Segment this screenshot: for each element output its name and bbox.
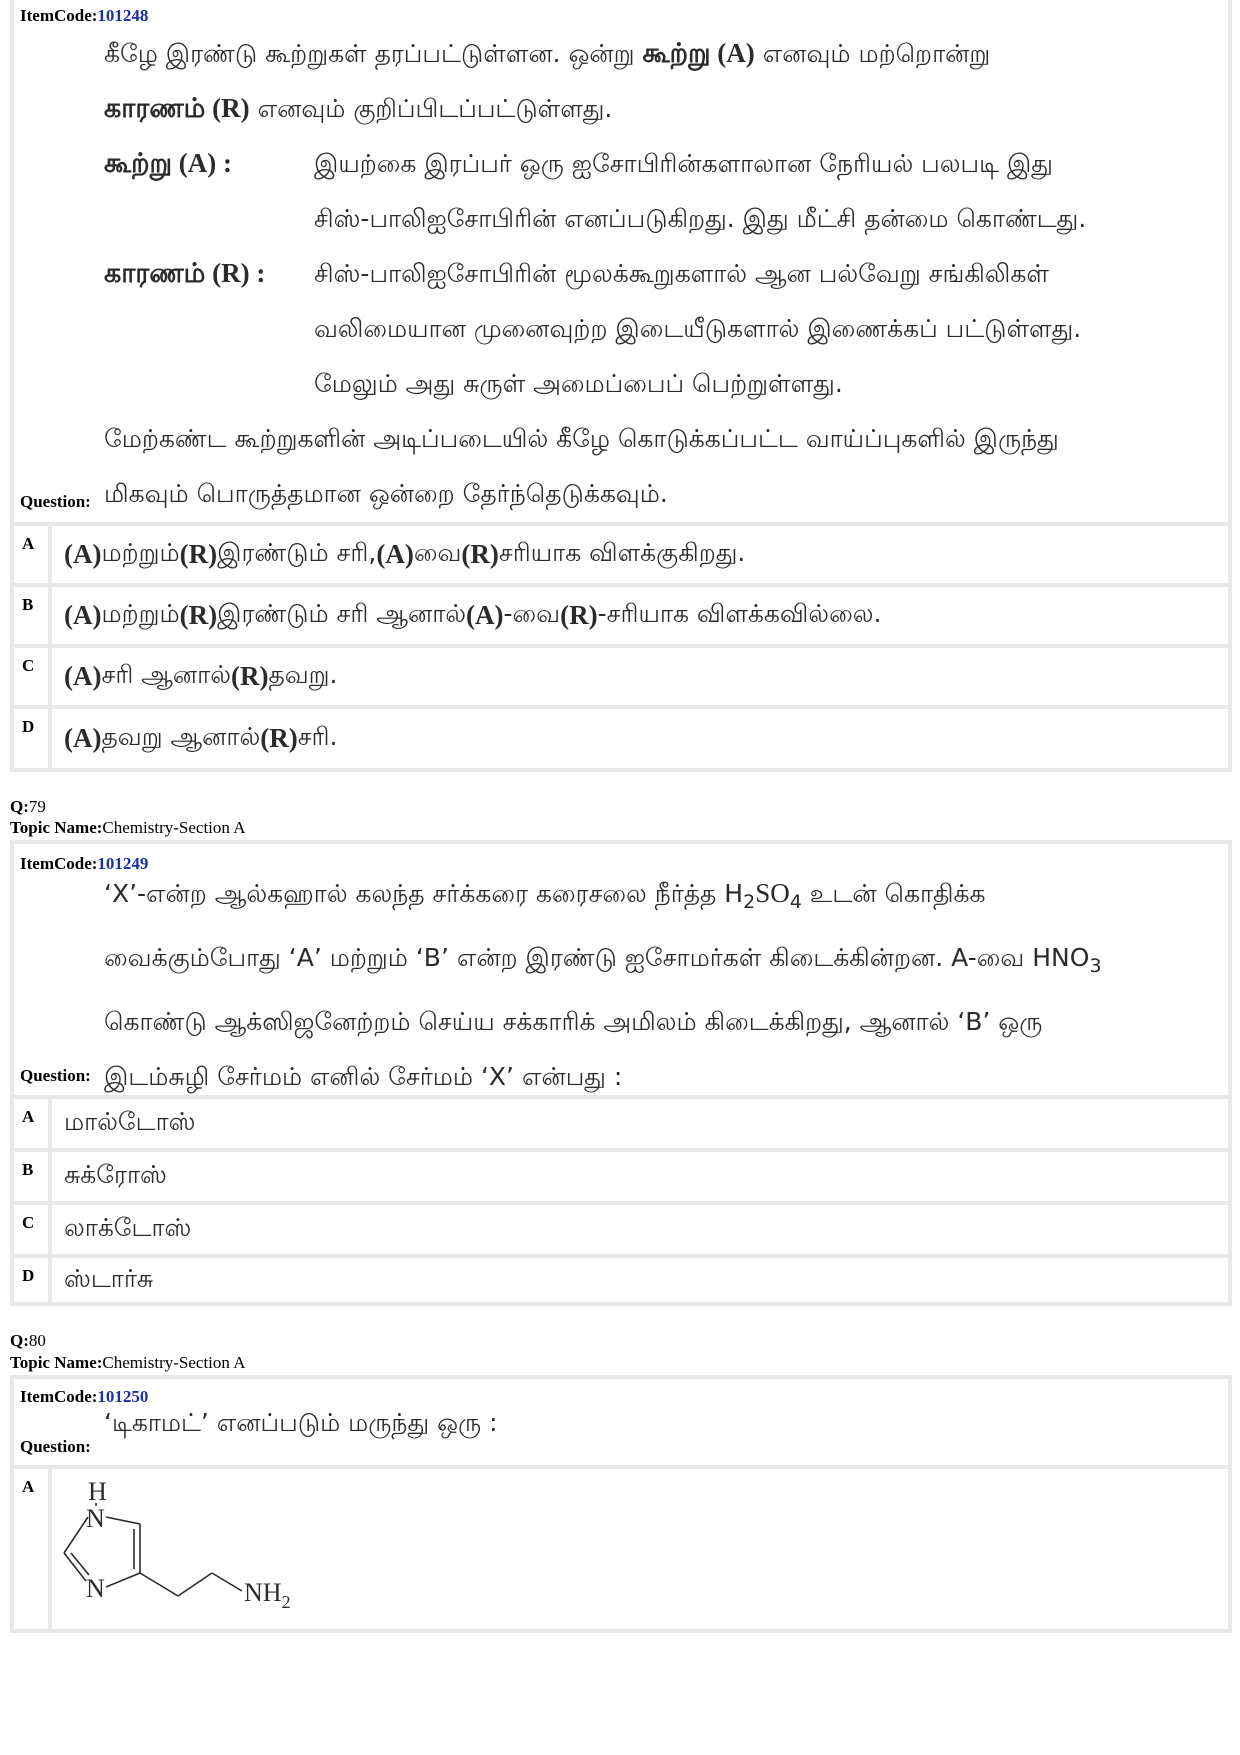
structure-h-label: H [88, 1477, 107, 1506]
option-text: சுக்ரோஸ் [64, 1160, 167, 1189]
option-text: (A) மற்றும் (R) இரண்டும் சரி, (A) வை (R) சரியாக விளக்குகிறது. [64, 538, 746, 569]
q78-intro-line1: கீழே இரண்டு கூற்றுகள் தரப்பட்டுள்ளன. ஒன்று கூற்று (A) எனவும் மற்றொன்று [104, 38, 991, 68]
option-text: லாக்டோஸ் [64, 1213, 192, 1242]
q79-option-b[interactable] [14, 1152, 1228, 1205]
reason-label: காரணம் (R) : [104, 258, 266, 288]
question-label: Question: [20, 1437, 91, 1456]
option-text: (A) மற்றும் (R) இரண்டும் சரி ஆனால் (A) -வை (R) -சரியாக விளக்கவில்லை. [64, 599, 882, 630]
q80-topic: Topic Name:Chemistry-Section A [10, 1353, 246, 1372]
q78-assertion [104, 136, 1210, 246]
q80-question-text: ‘டிகாமட்’ எனப்படும் மருந்து ஒரு : [104, 1408, 498, 1437]
bond-c5-n [106, 1573, 140, 1587]
q78-option-d[interactable] [14, 709, 1228, 768]
q79-line1: ‘X’-என்ற ஆல்கஹால் கலந்த சர்க்கரை கரைசலை நீர்த்த $H_2SO_4$ உடன் கொதிக்க [104, 878, 986, 913]
q79-line2: வைக்கும்போது ‘A’ மற்றும் ‘B’ என்ற இரண்டு ஐசோமர்கள் கிடைக்கின்றன. A-வை $HNO_3$ [104, 943, 1102, 977]
itemcode-label: ItemCode: [20, 6, 98, 25]
q80-question-row [14, 1379, 1228, 1469]
q79-option-d[interactable] [14, 1258, 1228, 1302]
option-letter: C [14, 1205, 52, 1254]
option-letter: D [14, 709, 52, 768]
option-letter: B [14, 1152, 52, 1201]
structure-nh-label: $NH_2$ [244, 1578, 291, 1612]
q79-line4: இடம்சுழி சேர்மம் எனில் சேர்மம் ‘X’ என்பது : [104, 1062, 623, 1091]
bond-n-c2 [64, 1517, 88, 1553]
option-text: (A) தவறு ஆனால் (R) சரி. [64, 722, 338, 753]
q78-intro-line2: காரணம் (R) எனவும் குறிப்பிடப்பட்டுள்ளது. [104, 93, 613, 123]
itemcode-label: ItemCode: [20, 854, 98, 873]
q78-reason [104, 246, 1210, 411]
reason-text: சிஸ்-பாலிஐசோபிரின் மூலக்கூறுகளால் ஆன பல்வேறு சங்கிலிகள் வலிமையான முனைவுற்ற இடையீடுகளால் இணைக்கப் பட்டுள்ளது. மேலும் அது சுருள் அமைப்பைப் பெற்றுள்ளது. [314, 259, 1082, 398]
bond-chain-2 [178, 1573, 212, 1596]
assertion-label: கூற்று (A) : [104, 148, 232, 178]
bond-c2-n-double [71, 1553, 89, 1575]
structure-n-bottom-label: N [86, 1574, 105, 1603]
option-letter: A [14, 1469, 52, 1629]
itemcode-value: 101249 [97, 854, 149, 873]
itemcode-value: 101250 [97, 1387, 149, 1406]
q79-question-row [14, 844, 1228, 1099]
option-text: மால்டோஸ் [64, 1107, 196, 1136]
bond-chain-1 [140, 1573, 178, 1596]
q79-container [10, 840, 1232, 1306]
assertion-text: இயற்கை இரப்பர் ஒரு ஐசோபிரின்களாலான நேரியல் பலபடி இது சிஸ்-பாலிஐசோபிரின் எனப்படுகிறது. இது மீட்சி தன்மை கொண்டது. [314, 149, 1087, 233]
option-letter: A [14, 526, 52, 583]
question-label: Question: [20, 492, 91, 511]
structure-n-top-label: N [86, 1504, 105, 1533]
option-letter: B [14, 587, 52, 644]
q78-option-c[interactable] [14, 648, 1228, 709]
q78-question-text [104, 26, 1210, 521]
q78-question-row [14, 0, 1228, 526]
option-letter: C [14, 648, 52, 705]
q79-number: Q:79 [10, 797, 46, 816]
q78-instruction-line2: மிகவும் பொருத்தமான ஒன்றை தேர்ந்தெடுக்கவும். [104, 479, 668, 508]
bond-chain-3 [212, 1573, 242, 1591]
question-label: Question: [20, 1066, 91, 1085]
option-structure [52, 1469, 1228, 1629]
q79-option-a[interactable] [14, 1099, 1228, 1152]
q79-question-text [104, 866, 1210, 1104]
option-letter: A [14, 1099, 52, 1148]
option-letter: D [14, 1258, 52, 1302]
q78-option-b[interactable] [14, 587, 1228, 648]
q79-line3: கொண்டு ஆக்ஸிஜனேற்றம் செய்ய சக்காரிக் அமிலம் கிடைக்கிறது, ஆனால் ‘B’ ஒரு [104, 1007, 1043, 1036]
q80-option-a[interactable] [14, 1469, 1228, 1629]
itemcode-label: ItemCode: [20, 1387, 98, 1406]
q80-container [10, 1375, 1232, 1633]
imidazole-amine-structure [52, 1469, 352, 1629]
q79-topic: Topic Name:Chemistry-Section A [10, 818, 246, 837]
q78-container [10, 0, 1232, 772]
q80-number: Q:80 [10, 1331, 46, 1350]
itemcode-value: 101248 [97, 6, 149, 25]
q78-itemcode [20, 6, 148, 26]
q78-instruction-line1: மேற்கண்ட கூற்றுகளின் அடிப்படையில் கீழே கொடுக்கப்பட்ட வாய்ப்புகளில் இருந்து [104, 424, 1059, 453]
bond-n-c4 [106, 1517, 140, 1524]
q78-option-a[interactable] [14, 526, 1228, 587]
q79-option-c[interactable] [14, 1205, 1228, 1258]
option-text: ஸ்டார்சு [64, 1263, 154, 1293]
option-text: (A) சரி ஆனால் (R) தவறு. [64, 660, 338, 691]
